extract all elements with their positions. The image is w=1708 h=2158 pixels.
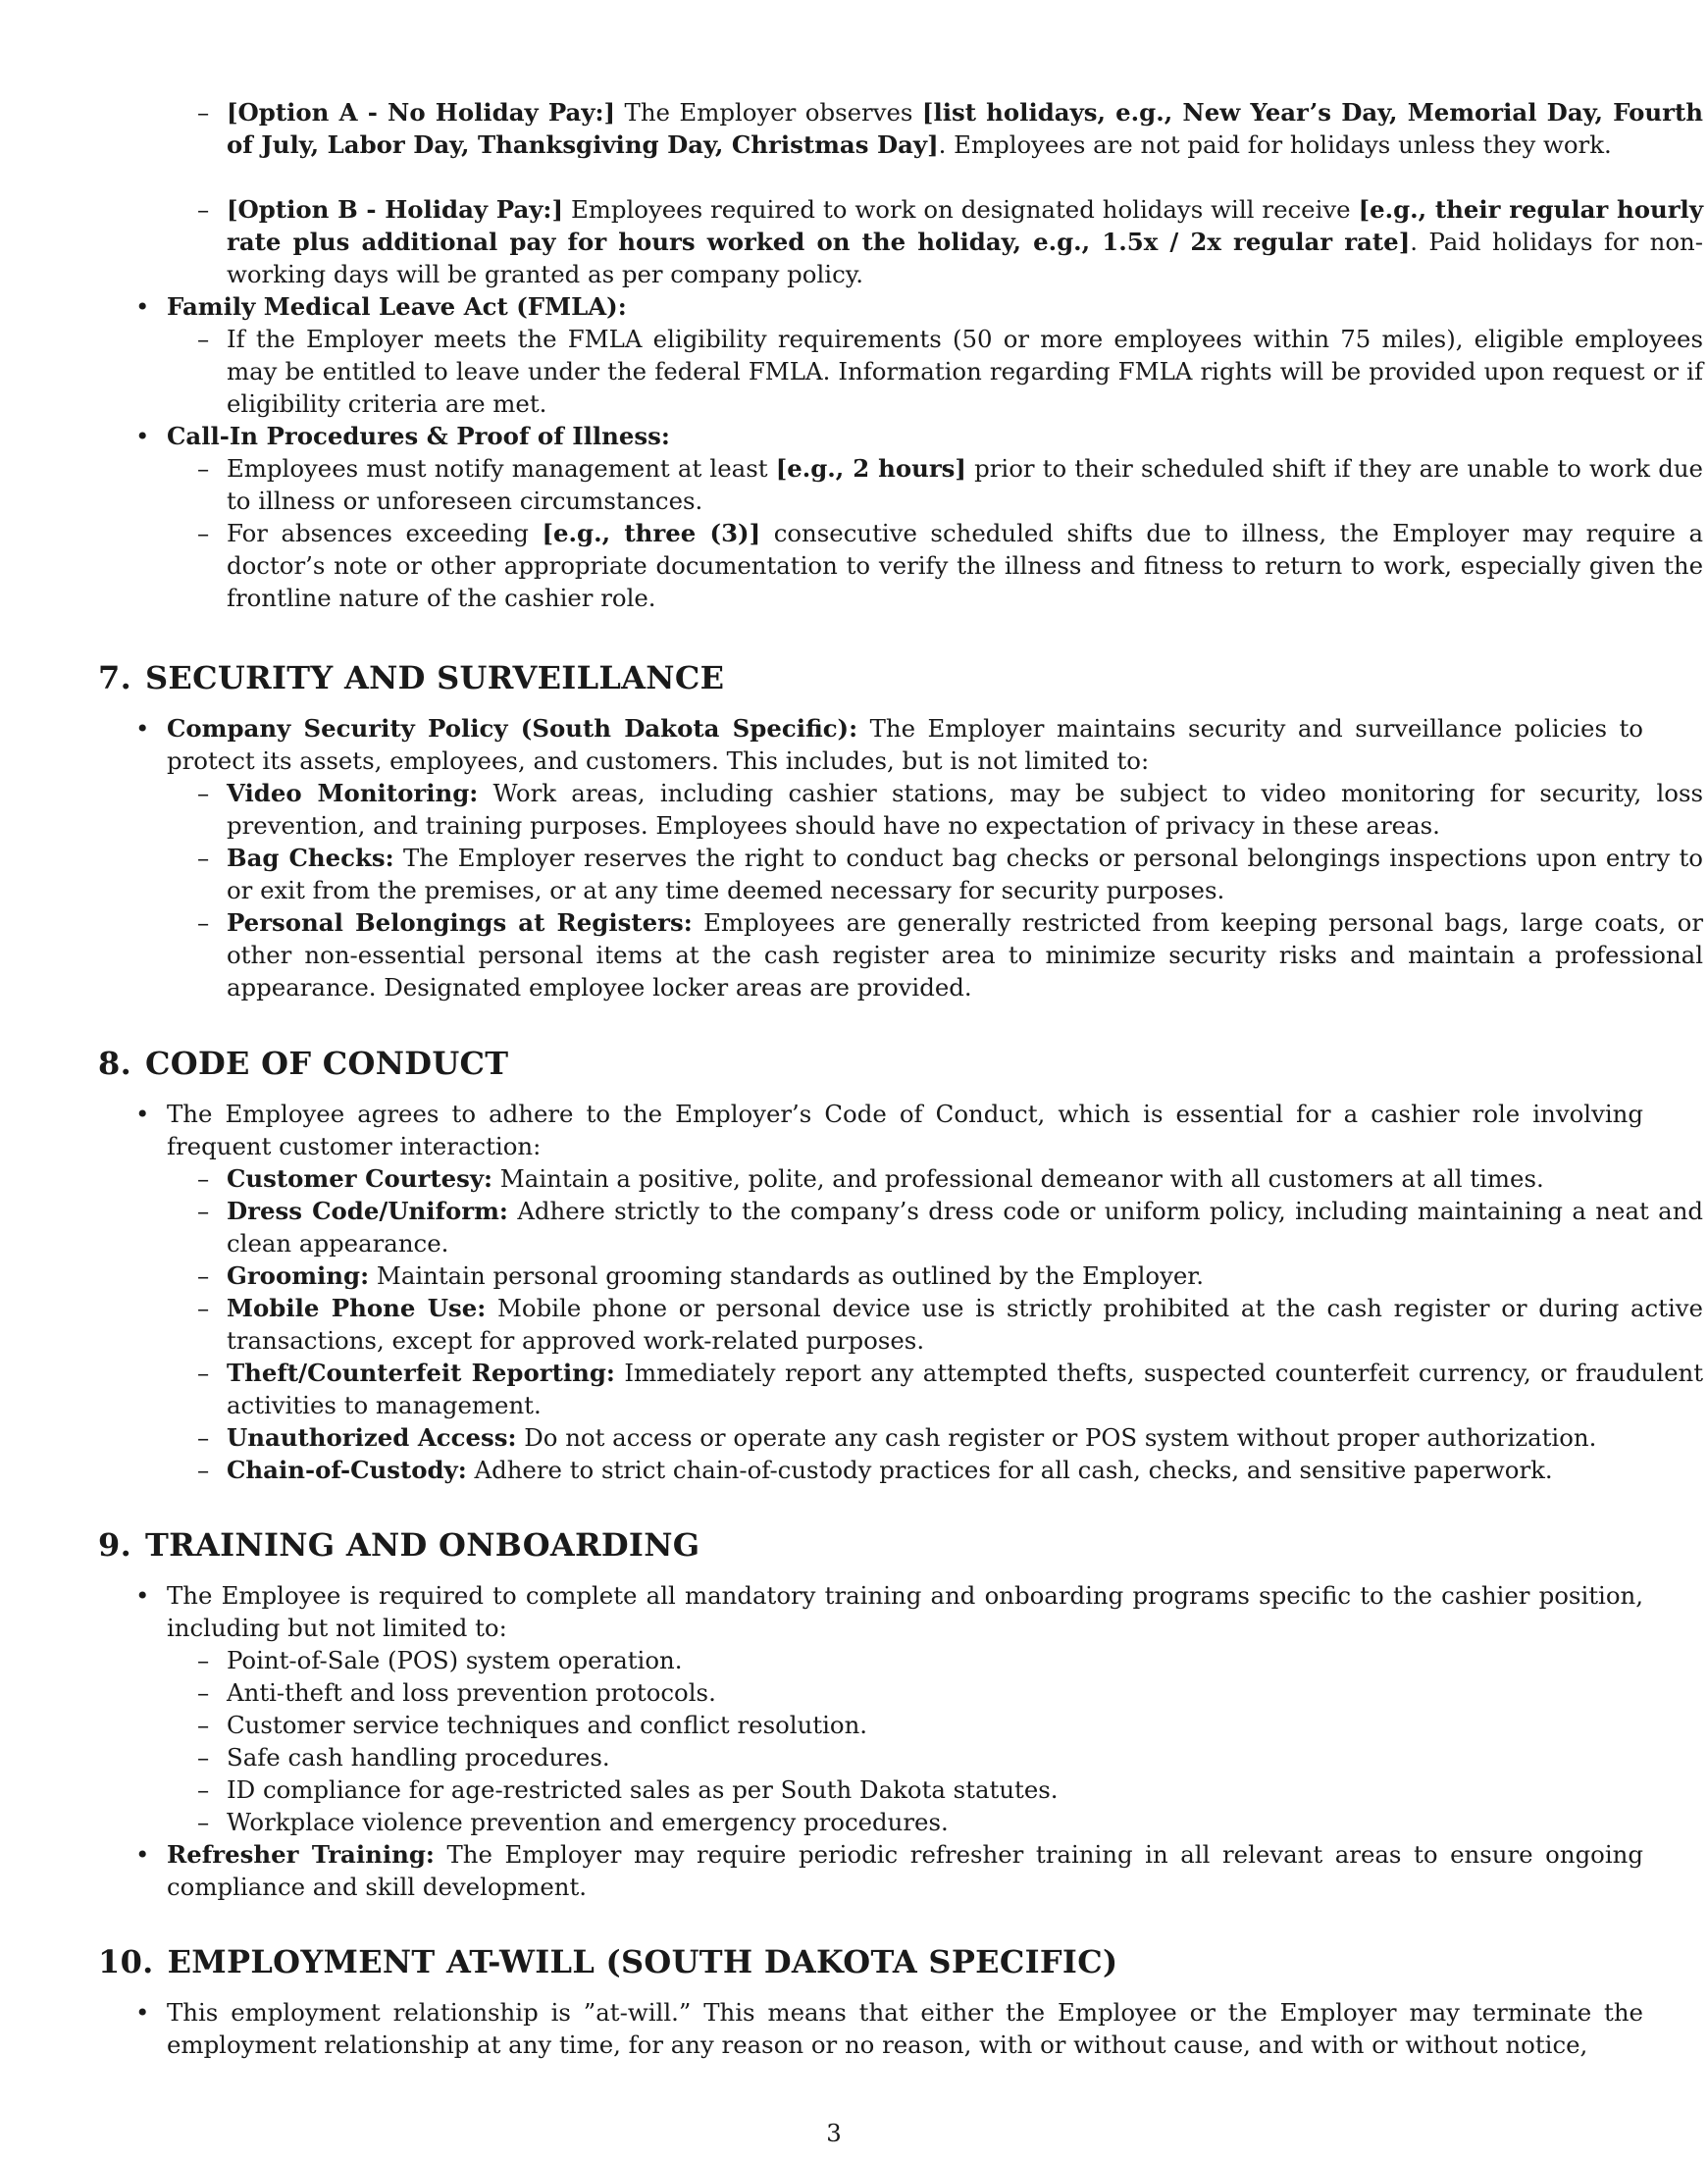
conduct-item-text: Immediately report any attempted thefts, suspected counterfeit currency, or fraudulent activities to management.: [227, 1359, 1704, 1419]
security-item-text: The Employer reserves the right to conduct bag checks or personal belongings inspections upon entry to or exit from the premises, or at any time deemed necessary for security purposes.: [227, 844, 1703, 904]
conduct-item: [98, 1421, 1708, 1454]
security-item: [98, 906, 1703, 1003]
conduct-item: [98, 1195, 1703, 1259]
fmla-item: [98, 323, 1703, 420]
section-10-title: EMPLOYMENT AT-WILL (SOUTH DAKOTA SPECIFIC): [167, 1943, 1118, 1980]
conduct-item-label: Chain-of-Custody:: [227, 1456, 467, 1484]
conduct-item-label: Unauthorized Access:: [227, 1423, 517, 1452]
option-a-label: [Option A - No Holiday Pay:]: [227, 98, 616, 127]
conduct-item-label: Theft/Counterfeit Reporting:: [227, 1359, 615, 1387]
section-10-number: 10.: [98, 1943, 154, 1980]
option-b-text-2: . Paid holidays for non-working days will be granted as per company policy.: [227, 228, 1703, 288]
option-b-pay: [e.g., their regular hourly rate plus additional pay for hours worked on the holiday, e.g., 1.5x / 2x regular rate]: [227, 195, 1703, 256]
callin-item-1-bold: [e.g., 2 hours]: [775, 454, 966, 483]
callin-bullet: [98, 420, 1643, 452]
security-policy-text: The Employer maintains security and surveillance policies to protect its assets, employees, and customers. This includes, but is not limited to:: [167, 714, 1643, 775]
callin-item-1: [98, 452, 1703, 517]
conduct-item: [98, 1162, 1703, 1195]
training-item: [98, 1806, 1703, 1838]
conduct-item-text: Do not access or operate any cash register or POS system without proper authorization.: [516, 1423, 1597, 1452]
training-item-text: Anti-theft and loss prevention protocols.: [227, 1678, 716, 1707]
security-item: [98, 842, 1703, 906]
callin-item-1-text-2: prior to their scheduled shift if they are unable to work due to illness or unforeseen circumstances.: [227, 454, 1703, 515]
refresher-training-bullet: [98, 1838, 1643, 1903]
training-intro-text: The Employee is required to complete all mandatory training and onboarding programs specific to the cashier position, including but not limited to:: [167, 1581, 1643, 1642]
conduct-item-label: Customer Courtesy:: [227, 1164, 493, 1193]
training-item: [98, 1741, 1703, 1773]
conduct-item-text: Maintain personal grooming standards as outlined by the Employer.: [369, 1261, 1205, 1290]
section-8-heading: [98, 1044, 1575, 1083]
callin-item-2: [98, 517, 1703, 614]
refresher-training-label: Refresher Training:: [167, 1840, 435, 1869]
conduct-item-text: Adhere to strict chain-of-custody practices for all cash, checks, and sensitive paperwork.: [466, 1456, 1553, 1484]
training-intro: [98, 1579, 1643, 1644]
security-item-label: Personal Belongings at Registers:: [227, 908, 693, 937]
holiday-option-a: [98, 96, 1703, 161]
callin-item-2-bold: [e.g., three (3)]: [542, 519, 761, 547]
holiday-option-b: [98, 193, 1703, 290]
conduct-item-label: Grooming:: [227, 1261, 370, 1290]
training-item: [98, 1676, 1703, 1709]
conduct-item-text: Mobile phone or personal device use is strictly prohibited at the cash register or during active transactions, except for approved work-related purposes.: [227, 1294, 1703, 1355]
at-will-bullet: [98, 1996, 1643, 2061]
training-item-text: Workplace violence prevention and emergency procedures.: [227, 1808, 949, 1836]
conduct-intro-text: The Employee agrees to adhere to the Employer’s Code of Conduct, which is essential for a cashier role involving frequent customer interaction:: [167, 1100, 1643, 1160]
conduct-item: [98, 1357, 1703, 1421]
security-item-label: Video Monitoring:: [227, 779, 479, 807]
refresher-training-text: The Employer may require periodic refresher training in all relevant areas to ensure ongoing compliance and skill development.: [167, 1840, 1643, 1901]
conduct-item-text: Maintain a positive, polite, and professional demeanor with all customers at all times.: [492, 1164, 1544, 1193]
training-item-text: Customer service techniques and conflict resolution.: [227, 1711, 868, 1739]
training-item-text: Safe cash handling procedures.: [227, 1743, 610, 1772]
fmla-heading: Family Medical Leave Act (FMLA):: [167, 292, 627, 321]
conduct-intro: [98, 1098, 1643, 1162]
training-item: [98, 1709, 1703, 1741]
fmla-text: If the Employer meets the FMLA eligibility requirements (50 or more employees within 75 miles), eligible employees may be entitled to leave under the federal FMLA. Information regarding FMLA rights will be provided upon request or if eligibility criteria are met.: [227, 325, 1703, 418]
section-9-number: 9.: [98, 1526, 132, 1564]
security-item-text: Employees are generally restricted from keeping personal bags, large coats, or other non-essential personal items at the cash register area to minimize security risks and maintain a professional appearance. Designated employee locker areas are provided.: [227, 908, 1703, 1002]
conduct-item-label: Mobile Phone Use:: [227, 1294, 487, 1322]
section-7-heading: [98, 658, 1575, 697]
option-b-text: Employees required to work on designated holidays will receive: [562, 195, 1359, 224]
training-item: [98, 1773, 1703, 1806]
option-a-text-2: . Employees are not paid for holidays unless they work.: [938, 130, 1612, 159]
option-b-label: [Option B - Holiday Pay:]: [227, 195, 563, 224]
callin-heading: Call-In Procedures & Proof of Illness:: [167, 422, 670, 450]
security-item: [98, 777, 1703, 842]
section-9-heading: [98, 1525, 1575, 1565]
page-number: 3: [826, 2119, 842, 2147]
security-policy-label: Company Security Policy (South Dakota Specific):: [167, 714, 858, 743]
fmla-bullet: [98, 290, 1643, 323]
callin-item-1-text: Employees must notify management at least: [227, 454, 776, 483]
conduct-item: [98, 1259, 1703, 1292]
training-item-text: Point-of-Sale (POS) system operation.: [227, 1646, 683, 1674]
section-8-title: CODE OF CONDUCT: [145, 1045, 509, 1082]
training-item-text: ID compliance for age-restricted sales as per South Dakota statutes.: [227, 1775, 1059, 1804]
conduct-item: [98, 1454, 1703, 1486]
training-item: [98, 1644, 1703, 1676]
conduct-item: [98, 1292, 1703, 1357]
at-will-text: This employment relationship is ”at-will.” This means that either the Employee or the Employer may terminate the employment relationship at any time, for any reason or no reason, with or without cause, and with or without notice,: [167, 1998, 1643, 2059]
section-7-number: 7.: [98, 659, 132, 696]
section-9-title: TRAINING AND ONBOARDING: [145, 1526, 700, 1564]
section-8-number: 8.: [98, 1045, 132, 1082]
section-10-heading: [98, 1942, 1575, 1981]
security-policy-bullet: [98, 712, 1643, 777]
conduct-item-text: Adhere strictly to the company’s dress code or uniform policy, including maintaining a neat and clean appearance.: [227, 1197, 1704, 1258]
security-item-text: Work areas, including cashier stations, may be subject to video monitoring for security, loss prevention, and training purposes. Employees should have no expectation of privacy in these areas.: [227, 779, 1703, 840]
section-7-title: SECURITY AND SURVEILLANCE: [145, 659, 725, 696]
conduct-item-label: Dress Code/Uniform:: [227, 1197, 508, 1225]
option-a-holidays: [list holidays, e.g., New Year’s Day, Memorial Day, Fourth of July, Labor Day, Thanksgiving Day, Christmas Day]: [227, 98, 1704, 159]
callin-item-2-text: For absences exceeding: [227, 519, 543, 547]
option-a-text: The Employer observes: [615, 98, 922, 127]
callin-item-2-text-2: consecutive scheduled shifts due to illness, the Employer may require a doctor’s note or other appropriate documentation to verify the illness and fitness to return to work, especially given the frontline nature of the cashier role.: [227, 519, 1703, 612]
security-item-label: Bag Checks:: [227, 844, 394, 872]
